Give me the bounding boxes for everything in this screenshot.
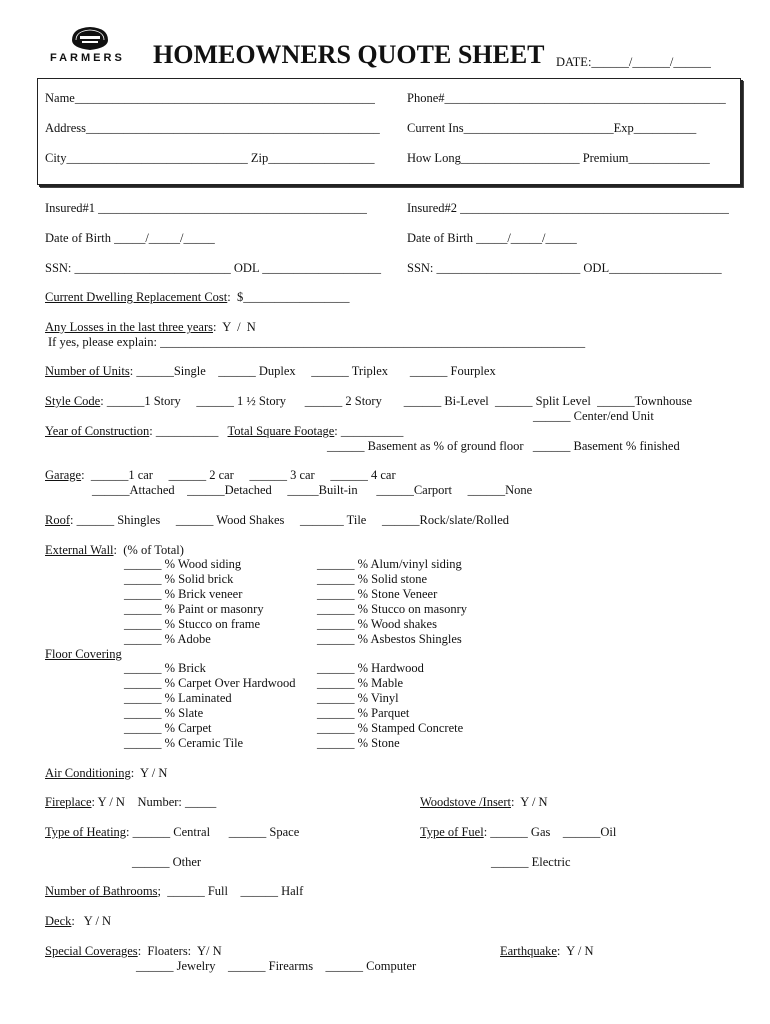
fuel-electric-field[interactable]: ______ Electric	[491, 855, 571, 869]
deck-field[interactable]: Deck: Y / N	[45, 914, 112, 928]
wall-option[interactable]: ______ % Alum/vinyl siding	[317, 557, 462, 571]
air-conditioning-label: Air Conditioning	[45, 766, 131, 780]
floater-items-field[interactable]: ______ Jewelry ______ Firearms ______ Computer	[136, 959, 417, 973]
floor-option[interactable]: ______ % Carpet Over Hardwood	[124, 676, 296, 690]
style-code-field[interactable]: Style Code: ______1 Story ______ 1 ½ Story ______ 2 Story ______ Bi-Level ______ Split Level ______Townhouse	[45, 394, 693, 408]
floor-option[interactable]: ______ % Stone	[317, 736, 400, 750]
units-label: Number of Units	[45, 364, 130, 378]
floor-option[interactable]: ______ % Brick	[124, 661, 206, 675]
special-coverages-label: Special Coverages	[45, 944, 138, 958]
floor-option[interactable]: ______ % Stamped Concrete	[317, 721, 464, 735]
bathrooms-field[interactable]: Number of Bathrooms; ______ Full ______ Half	[45, 884, 304, 898]
floor-option[interactable]: ______ % Vinyl	[317, 691, 399, 705]
date-field[interactable]: DATE:______/______/______	[556, 55, 711, 69]
page-title: HOMEOWNERS QUOTE SHEET	[153, 40, 545, 69]
how-long-premium-field[interactable]: How Long___________________ Premium_____________	[407, 151, 710, 165]
external-wall-heading: External Wall: (% of Total)	[45, 543, 184, 557]
earthquake-label: Earthquake	[500, 944, 557, 958]
wall-option[interactable]: ______ % Solid stone	[317, 572, 428, 586]
losses-label: Any Losses in the last three years	[45, 320, 214, 334]
dob2-field[interactable]: Date of Birth _____/_____/_____	[407, 231, 577, 245]
name-field[interactable]: Name________________________________________________	[45, 91, 375, 105]
floor-option[interactable]: ______ % Parquet	[317, 706, 410, 720]
construction-field[interactable]: Year of Construction: __________ Total Square Footage: __________	[45, 424, 404, 438]
woodstove-label: Woodstove /Insert	[420, 795, 511, 809]
floor-option[interactable]: ______ % Ceramic Tile	[124, 736, 244, 750]
floor-covering-heading: Floor Covering	[45, 647, 122, 661]
brand-wordmark: FARMERS	[50, 52, 125, 64]
fireplace-field[interactable]: Fireplace: Y / N Number: _____	[45, 795, 217, 809]
losses-field[interactable]: Any Losses in the last three years: Y / N	[45, 320, 256, 334]
insured2-field[interactable]: Insured#2 ___________________________________________	[407, 201, 729, 215]
roof-label: Roof	[45, 513, 70, 527]
units-field[interactable]: Number of Units: ______Single ______ Duplex ______ Triplex ______ Fourplex	[45, 364, 496, 378]
wall-option[interactable]: ______ % Wood shakes	[317, 617, 437, 631]
garage-label: Garage	[45, 468, 82, 482]
phone-field[interactable]: Phone#_____________________________________________	[407, 91, 726, 105]
losses-explain-field[interactable]: If yes, please explain: ____________________________________________________________________	[48, 335, 586, 349]
address-field[interactable]: Address_______________________________________________	[45, 121, 380, 135]
bathrooms-label: Number of Bathrooms	[45, 884, 158, 898]
garage-field[interactable]: Garage: ______1 car ______ 2 car ______ 3 car ______ 4 car	[45, 468, 396, 482]
deck-label: Deck	[45, 914, 72, 928]
current-insurance-field[interactable]: Current Ins________________________Exp__________	[407, 121, 697, 135]
wall-option[interactable]: ______ % Stone Veneer	[317, 587, 438, 601]
fuel-field[interactable]: Type of Fuel: ______ Gas ______Oil	[420, 825, 617, 839]
fuel-label: Type of Fuel	[420, 825, 484, 839]
fireplace-label: Fireplace	[45, 795, 92, 809]
air-conditioning-field[interactable]: Air Conditioning: Y / N	[45, 766, 168, 780]
year-construction-label: Year of Construction	[45, 424, 150, 438]
square-footage-label: Total Square Footage	[227, 424, 335, 438]
heating-label: Type of Heating	[45, 825, 127, 839]
wall-option[interactable]: ______ % Solid brick	[124, 572, 234, 586]
floor-option[interactable]: ______ % Laminated	[124, 691, 232, 705]
ssn-odl2-field[interactable]: SSN: _______________________ ODL__________________	[407, 261, 722, 275]
wall-option[interactable]: ______ % Paint or masonry	[124, 602, 264, 616]
wall-option[interactable]: ______ % Adobe	[124, 632, 211, 646]
floor-option[interactable]: ______ % Hardwood	[317, 661, 424, 675]
dob1-field[interactable]: Date of Birth _____/_____/_____	[45, 231, 215, 245]
special-coverages-field[interactable]: Special Coverages: Floaters: Y/ N	[45, 944, 222, 958]
replacement-cost-label: Current Dwelling Replacement Cost	[45, 290, 228, 304]
floor-option[interactable]: ______ % Carpet	[124, 721, 212, 735]
wall-option[interactable]: ______ % Asbestos Shingles	[317, 632, 462, 646]
basement-field[interactable]: ______ Basement as % of ground floor ______ Basement % finished	[327, 439, 680, 453]
heating-field[interactable]: Type of Heating: ______ Central ______ Space	[45, 825, 300, 839]
ssn-odl1-field[interactable]: SSN: _________________________ ODL ___________________	[45, 261, 382, 275]
city-zip-field[interactable]: City_____________________________ Zip_________________	[45, 151, 375, 165]
garage-type-field[interactable]: ______Attached ______Detached _____Built-in ______Carport ______None	[92, 483, 533, 497]
replacement-cost-field[interactable]: Current Dwelling Replacement Cost: $_________________	[45, 290, 350, 304]
woodstove-field[interactable]: Woodstove /Insert: Y / N	[420, 795, 548, 809]
style-code-label: Style Code	[45, 394, 101, 408]
wall-option[interactable]: ______ % Wood siding	[124, 557, 242, 571]
floor-option[interactable]: ______ % Mable	[317, 676, 404, 690]
insured1-field[interactable]: Insured#1 ___________________________________________	[45, 201, 367, 215]
wall-option[interactable]: ______ % Stucco on frame	[124, 617, 261, 631]
heating-other-field[interactable]: ______ Other	[132, 855, 202, 869]
wall-option[interactable]: ______ % Brick veneer	[124, 587, 243, 601]
center-unit-field[interactable]: ______ Center/end Unit	[533, 409, 654, 423]
floor-option[interactable]: ______ % Slate	[124, 706, 204, 720]
earthquake-field[interactable]: Earthquake: Y / N	[500, 944, 594, 958]
wall-option[interactable]: ______ % Stucco on masonry	[317, 602, 467, 616]
roof-field[interactable]: Roof: ______ Shingles ______ Wood Shakes _______ Tile ______Rock/slate/Rolled	[45, 513, 510, 527]
